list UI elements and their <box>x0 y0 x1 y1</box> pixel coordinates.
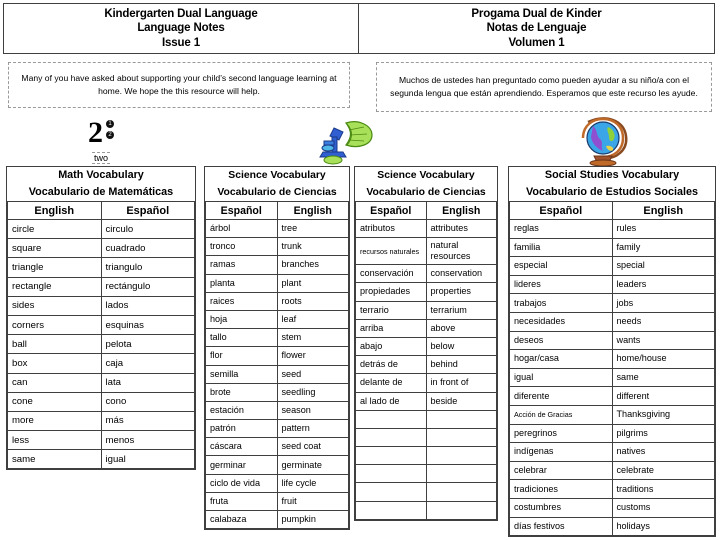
table-cell: circulo <box>101 220 195 239</box>
table-title-spanish: Vocabulario de Ciencias <box>206 184 349 202</box>
table-cell: fruta <box>206 492 278 510</box>
table-cell: terrarium <box>426 301 497 319</box>
table-row <box>510 387 715 406</box>
table-row <box>8 315 195 334</box>
table-cell: lata <box>101 373 195 392</box>
table-cell: same <box>612 368 715 387</box>
table-cell: patrón <box>206 420 278 438</box>
table-row <box>206 329 349 347</box>
number-two-clipart <box>62 118 140 164</box>
table-cell: pilgrims <box>612 424 715 443</box>
table-column-header-row <box>510 202 715 220</box>
table-row <box>510 275 715 294</box>
table-cell: pattern <box>277 420 349 438</box>
table-cell: cono <box>101 392 195 411</box>
table-row <box>206 310 349 328</box>
table-row <box>8 354 195 373</box>
table-row <box>206 401 349 419</box>
table-cell: ball <box>8 335 102 354</box>
table-cell: seedling <box>277 383 349 401</box>
table-cell: properties <box>426 283 497 301</box>
table-row <box>8 335 195 354</box>
table-cell: hoja <box>206 310 278 328</box>
table-row <box>8 258 195 277</box>
table-cell: sides <box>8 296 102 315</box>
table-row <box>206 274 349 292</box>
vocab-grid-math <box>7 167 195 469</box>
microscope-icon <box>312 119 376 167</box>
table-cell: can <box>8 373 102 392</box>
table-row <box>356 428 497 446</box>
table-cell: cuadrado <box>101 239 195 258</box>
table-cell: plant <box>277 274 349 292</box>
table-cell: stem <box>277 329 349 347</box>
table-cell: menos <box>101 431 195 450</box>
table-cell: abajo <box>356 337 427 355</box>
table-cell: recursos naturales <box>356 238 427 265</box>
table-title-row <box>510 184 715 202</box>
table-row <box>510 294 715 313</box>
table-row <box>510 238 715 257</box>
table-cell: seed coat <box>277 438 349 456</box>
table-column-header-row <box>8 202 195 220</box>
table-cell: jobs <box>612 294 715 313</box>
table-cell: lados <box>101 296 195 315</box>
table-cell: lideres <box>510 275 613 294</box>
table-cell: igual <box>101 450 195 469</box>
table-cell: germinate <box>277 456 349 474</box>
table-cell: more <box>8 411 102 430</box>
table-row <box>8 220 195 239</box>
number-two-word-label: two <box>93 153 108 163</box>
table-cell: needs <box>612 312 715 331</box>
table-cell: rectangle <box>8 277 102 296</box>
table-row <box>510 480 715 499</box>
table-row <box>206 438 349 456</box>
table-row <box>356 392 497 410</box>
table-title-spanish: Vocabulario de Ciencias <box>356 184 497 202</box>
table-cell: diferente <box>510 387 613 406</box>
table-row <box>8 296 195 315</box>
table-cell: calabaza <box>206 511 278 529</box>
table-cell: tradiciones <box>510 480 613 499</box>
table-cell: fruit <box>277 492 349 510</box>
masthead-cell-english <box>4 4 359 53</box>
table-cell: trabajos <box>510 294 613 313</box>
masthead-title-line-1-es: Progama Dual de Kinder <box>471 7 602 20</box>
table-row <box>206 347 349 365</box>
table-cell: igual <box>510 368 613 387</box>
table-cell: conservation <box>426 265 497 283</box>
table-cell: peregrinos <box>510 424 613 443</box>
table-title-english: Science Vocabulary <box>377 170 475 181</box>
column-header-right: Español <box>101 202 195 220</box>
table-cell: seed <box>277 365 349 383</box>
table-cell: natives <box>612 443 715 462</box>
table-cell: tree <box>277 220 349 238</box>
table-cell: deseos <box>510 331 613 350</box>
table-cell: brote <box>206 383 278 401</box>
vocabulary-table-math <box>6 166 196 470</box>
table-cell: hogar/casa <box>510 350 613 369</box>
table-row <box>206 456 349 474</box>
table-row <box>8 392 195 411</box>
table-row <box>356 501 497 519</box>
table-cell: ramas <box>206 256 278 274</box>
table-cell-empty <box>426 447 497 465</box>
masthead-cell-spanish <box>359 4 714 53</box>
table-row <box>510 257 715 276</box>
table-cell: behind <box>426 356 497 374</box>
table-cell: cáscara <box>206 438 278 456</box>
table-cell: season <box>277 401 349 419</box>
table-row <box>8 239 195 258</box>
intro-note-spanish <box>376 62 712 112</box>
table-cell-empty <box>426 410 497 428</box>
table-row <box>206 238 349 256</box>
table-row <box>510 312 715 331</box>
table-row <box>356 319 497 337</box>
table-row <box>510 498 715 517</box>
table-cell: atributos <box>356 220 427 238</box>
table-cell: terrario <box>356 301 427 319</box>
table-cell: flor <box>206 347 278 365</box>
table-row <box>356 238 497 265</box>
table-cell: different <box>612 387 715 406</box>
table-cell: más <box>101 411 195 430</box>
intro-note-english-text: Many of you have asked about supporting your child’s second language learning at home. We hope the this resource will help. <box>21 73 337 96</box>
table-cell: box <box>8 354 102 373</box>
table-cell: leaders <box>612 275 715 294</box>
table-cell: triangulo <box>101 258 195 277</box>
table-cell: planta <box>206 274 278 292</box>
table-cell: in front of <box>426 374 497 392</box>
table-row <box>356 374 497 392</box>
table-cell: semilla <box>206 365 278 383</box>
counting-dot-2: 2 <box>106 131 114 139</box>
table-cell: Thanksgiving <box>612 405 715 424</box>
table-cell: familia <box>510 238 613 257</box>
table-row <box>356 410 497 428</box>
table-cell: wants <box>612 331 715 350</box>
table-row <box>8 411 195 430</box>
table-cell: cone <box>8 392 102 411</box>
table-cell: less <box>8 431 102 450</box>
table-cell: holidays <box>612 517 715 536</box>
table-title-row <box>510 167 715 184</box>
masthead-issue-number-es: Volumen 1 <box>508 36 565 49</box>
number-two-numeral: 2 <box>88 116 103 149</box>
table-row <box>356 483 497 501</box>
table-cell: rules <box>612 220 715 239</box>
table-cell: flower <box>277 347 349 365</box>
table-row <box>510 405 715 424</box>
counting-dot-1: 1 <box>106 120 114 128</box>
newsletter-masthead <box>3 3 715 54</box>
column-header-right: English <box>277 202 349 220</box>
table-cell-empty <box>356 428 427 446</box>
table-cell-empty <box>356 447 427 465</box>
table-cell: same <box>8 450 102 469</box>
table-cell: detrás de <box>356 356 427 374</box>
table-cell: circle <box>8 220 102 239</box>
masthead-title-line-2: Language Notes <box>137 22 225 35</box>
table-cell: días festivos <box>510 517 613 536</box>
table-cell: ciclo de vida <box>206 474 278 492</box>
vocab-grid-science-1 <box>205 167 349 529</box>
masthead-issue-number: Issue 1 <box>162 36 200 49</box>
table-row <box>8 431 195 450</box>
table-title-row <box>356 184 497 202</box>
column-header-right: English <box>426 202 497 220</box>
column-header-left: Español <box>510 202 613 220</box>
table-cell: estación <box>206 401 278 419</box>
table-cell: family <box>612 238 715 257</box>
table-cell: above <box>426 319 497 337</box>
table-row <box>356 283 497 301</box>
table-row <box>206 256 349 274</box>
table-cell: life cycle <box>277 474 349 492</box>
table-row <box>510 331 715 350</box>
table-cell: especial <box>510 257 613 276</box>
table-cell: branches <box>277 256 349 274</box>
table-title-spanish: Vocabulario de Matemáticas <box>8 184 195 202</box>
table-row <box>356 265 497 283</box>
table-cell: arriba <box>356 319 427 337</box>
table-row <box>510 424 715 443</box>
table-row <box>206 474 349 492</box>
table-cell: delante de <box>356 374 427 392</box>
table-row <box>206 292 349 310</box>
table-cell: beside <box>426 392 497 410</box>
table-cell: leaf <box>277 310 349 328</box>
table-title-english: Social Studies Vocabulary <box>544 169 680 181</box>
table-title-english: Math Vocabulary <box>58 169 144 181</box>
masthead-title-line-1: Kindergarten Dual Language <box>104 7 258 20</box>
vocab-grid-social <box>509 167 715 536</box>
table-cell: triangle <box>8 258 102 277</box>
table-column-header-row <box>206 202 349 220</box>
table-title-row <box>206 184 349 202</box>
table-cell: attributes <box>426 220 497 238</box>
table-row <box>510 220 715 239</box>
table-row <box>8 450 195 469</box>
table-title-row <box>356 167 497 184</box>
table-cell: costumbres <box>510 498 613 517</box>
table-cell: celebrate <box>612 461 715 480</box>
table-cell: home/house <box>612 350 715 369</box>
table-row <box>206 383 349 401</box>
table-row <box>8 277 195 296</box>
column-header-right: English <box>612 202 715 220</box>
table-cell: germinar <box>206 456 278 474</box>
table-title-row <box>8 184 195 202</box>
table-title-spanish: Vocabulario de Estudios Sociales <box>510 184 715 202</box>
table-title-row <box>206 167 349 184</box>
table-cell: reglas <box>510 220 613 239</box>
table-cell: natural resources <box>426 238 497 265</box>
table-cell: corners <box>8 315 102 334</box>
table-cell: trunk <box>277 238 349 256</box>
table-cell: tallo <box>206 329 278 347</box>
masthead-title-line-2-es: Notas de Lenguaje <box>486 22 587 35</box>
table-cell: special <box>612 257 715 276</box>
table-cell: tronco <box>206 238 278 256</box>
table-cell-empty <box>426 483 497 501</box>
table-cell-empty <box>356 465 427 483</box>
column-header-left: Español <box>206 202 278 220</box>
column-header-left: English <box>8 202 102 220</box>
table-column-header-row <box>356 202 497 220</box>
table-row <box>206 220 349 238</box>
table-cell: conservación <box>356 265 427 283</box>
table-row <box>206 420 349 438</box>
table-cell: árbol <box>206 220 278 238</box>
table-row <box>510 517 715 536</box>
intro-note-spanish-text: Muchos de ustedes han preguntado como pueden ayudar a su niño/a con el segunda lengua que están aprendiendo. Esperamos que este recurso les ayude. <box>390 75 698 98</box>
table-row <box>356 301 497 319</box>
table-cell: propiedades <box>356 283 427 301</box>
table-row <box>8 373 195 392</box>
table-cell: necesidades <box>510 312 613 331</box>
table-cell: raices <box>206 292 278 310</box>
table-cell-empty <box>356 483 427 501</box>
table-cell: traditions <box>612 480 715 499</box>
table-cell: square <box>8 239 102 258</box>
table-cell-empty <box>356 501 427 519</box>
table-row <box>510 368 715 387</box>
column-header-left: Español <box>356 202 427 220</box>
table-cell: al lado de <box>356 392 427 410</box>
table-cell: indígenas <box>510 443 613 462</box>
table-row <box>356 465 497 483</box>
table-cell: rectángulo <box>101 277 195 296</box>
table-cell-empty <box>426 501 497 519</box>
table-cell: esquinas <box>101 315 195 334</box>
table-row <box>356 447 497 465</box>
globe-icon <box>576 116 634 168</box>
table-cell: Acción de Gracias <box>510 405 613 424</box>
table-row <box>510 461 715 480</box>
number-two-counting-dots <box>106 120 114 142</box>
table-cell-empty <box>426 465 497 483</box>
table-title-english: Science Vocabulary <box>228 170 326 181</box>
table-row <box>356 337 497 355</box>
table-cell-empty <box>356 410 427 428</box>
vocab-grid-science-2 <box>355 167 497 520</box>
intro-note-english <box>8 62 350 108</box>
vocabulary-table-science-2 <box>354 166 498 521</box>
vocabulary-table-science-1 <box>204 166 350 530</box>
table-cell: pumpkin <box>277 511 349 529</box>
table-row <box>356 220 497 238</box>
table-row <box>206 511 349 529</box>
table-cell: customs <box>612 498 715 517</box>
table-cell: pelota <box>101 335 195 354</box>
vocabulary-table-social-studies <box>508 166 716 537</box>
table-cell: roots <box>277 292 349 310</box>
table-row <box>206 365 349 383</box>
table-cell-empty <box>426 428 497 446</box>
table-row <box>510 443 715 462</box>
table-row <box>206 492 349 510</box>
table-row <box>356 356 497 374</box>
table-cell: caja <box>101 354 195 373</box>
table-cell: below <box>426 337 497 355</box>
table-row <box>510 350 715 369</box>
table-cell: celebrar <box>510 461 613 480</box>
table-title-row <box>8 167 195 184</box>
